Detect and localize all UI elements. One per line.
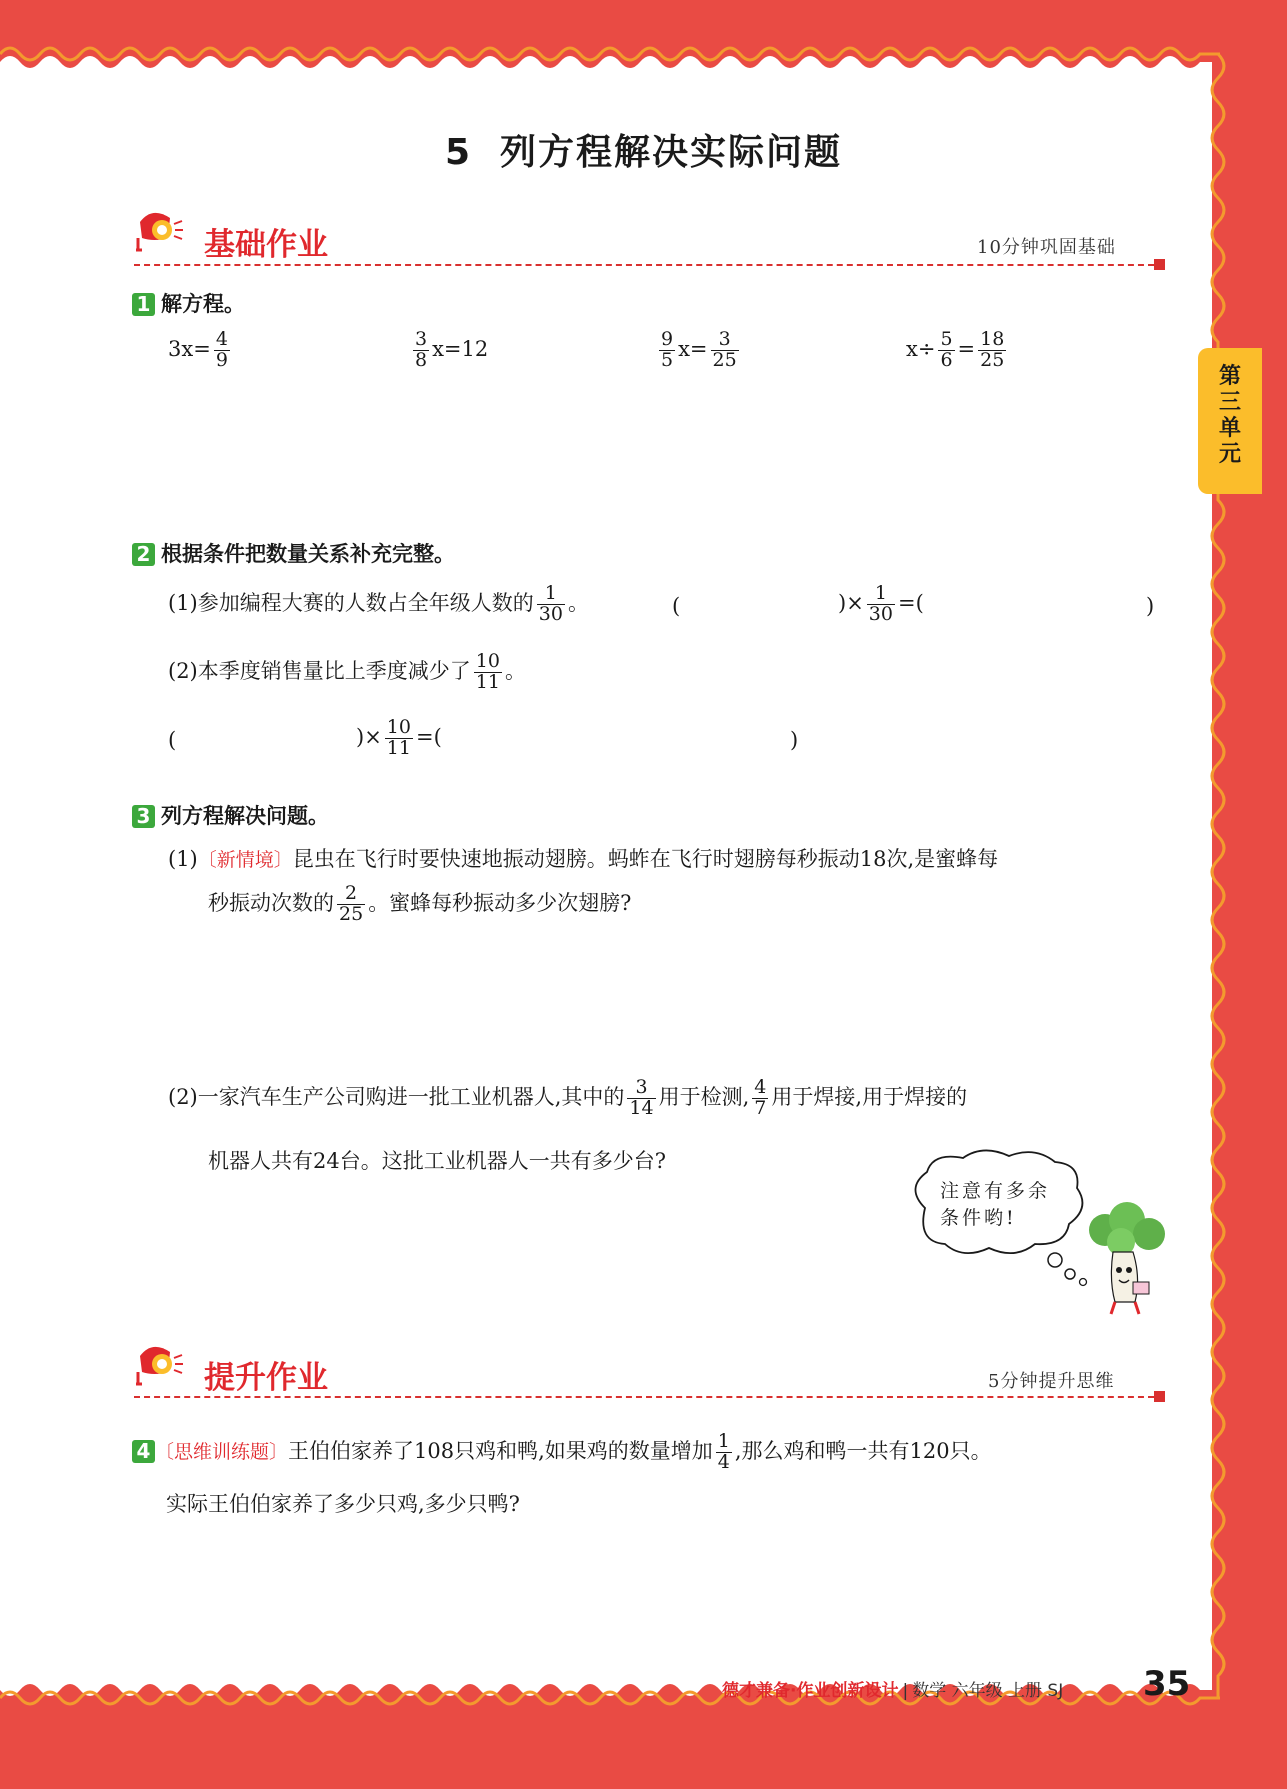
section-advanced-subtitle: 5分钟提升思维 [988, 1371, 1115, 1392]
section-advanced-title: 提升作业 [204, 1360, 328, 1396]
q1-equation-4 [906, 330, 1009, 371]
eq4-fraction-2 [978, 330, 1006, 371]
q3-part1-fraction [337, 884, 365, 925]
eq1-denominator: 9 [215, 348, 228, 371]
bubble-text-2: 条件哟! [940, 1207, 1017, 1229]
q3-part2-denominator-2: 7 [754, 1096, 767, 1119]
q2-part2-fraction [474, 652, 502, 693]
eq3-denominator-1: 5 [661, 348, 674, 371]
q1-equation-1 [168, 330, 233, 371]
footer [722, 1676, 1063, 1701]
footer-brand: 德才兼备·作业创新设计 [722, 1681, 899, 1701]
bubble-text-1: 注意有多余 [940, 1180, 1051, 1202]
q2-part1-rel-fraction [867, 584, 895, 625]
eq1-fraction [214, 330, 230, 371]
q2-part1-rel-numerator: 1 [874, 582, 887, 604]
bell-icon [132, 208, 184, 258]
q2-part2-eq: =( [415, 724, 442, 749]
q2-part2-statement: (2)本季度销售量比上季度减少了 [168, 658, 471, 683]
eq4-mid: = [957, 336, 976, 361]
divider-end-marker [1154, 259, 1165, 270]
q2-part1-denominator: 30 [538, 602, 563, 625]
q3-part1-numerator: 2 [345, 882, 358, 904]
q3-part2-denominator-1: 14 [629, 1096, 654, 1119]
q2-part1-fraction [537, 584, 565, 625]
thinking-training-tag: 〔思维训练题〕 [155, 1440, 289, 1463]
q2-part1-eq: =( [897, 590, 924, 615]
q3-heading [132, 800, 329, 830]
q2-part1-numerator: 1 [544, 582, 557, 604]
q3-part2-fraction-2 [752, 1078, 768, 1119]
eq2-denominator: 8 [415, 348, 428, 371]
unit-side-tab-label: 第 三 单 元 [1218, 364, 1241, 467]
q2-part1-rel-denominator: 30 [868, 602, 893, 625]
q2-part1-relation [838, 584, 924, 625]
page-title [0, 124, 1287, 175]
q3-part1-line2 [208, 884, 631, 925]
q2-part2-end: 。 [504, 658, 526, 683]
q3-part2-line2: 机器人共有24台。这批工业机器人一共有多少台? [208, 1149, 666, 1173]
bell-icon-advanced [132, 1342, 184, 1392]
section-basic-subtitle: 10分钟巩固基础 [977, 237, 1116, 258]
q4-denominator: 4 [717, 1450, 730, 1473]
q4-line1 [132, 1432, 992, 1473]
eq4-numerator-1: 5 [940, 328, 953, 350]
eq4-denominator-2: 25 [980, 348, 1005, 371]
q2-part2-rel-numerator: 10 [386, 716, 411, 738]
eq3-denominator-2: 25 [712, 348, 737, 371]
q3-part2-text-1a: (2)一家汽车生产公司购进一批工业机器人,其中的 [168, 1084, 625, 1109]
q2-part1-mult: )× [838, 590, 864, 615]
q4-text-1b: ,那么鸡和鸭一共有120只。 [734, 1438, 992, 1463]
eq3-numerator-1: 9 [661, 328, 674, 350]
title-number: 5 [444, 132, 473, 173]
q3-number-badge: 3 [132, 805, 155, 828]
eq1-lhs: 3x= [168, 336, 211, 361]
q3-part2-line1 [168, 1078, 967, 1119]
section-basic-title: 基础作业 [204, 227, 328, 263]
footer-separator: | [902, 1681, 909, 1701]
eq2-numerator: 3 [415, 328, 428, 350]
q2-part1-statement: (1)参加编程大赛的人数占全年级人数的 [168, 590, 534, 615]
q4-line2: 实际王伯伯家养了多少只鸡,多少只鸭? [166, 1492, 520, 1516]
q3-part1-text-2b: 。蜜蜂每秒振动多少次翅膀? [368, 890, 632, 915]
q3-part2-numerator-1: 3 [635, 1076, 648, 1098]
q2-part1-close-paren: ) [1146, 594, 1155, 618]
q2-heading [132, 538, 455, 568]
unit-side-tab [1198, 348, 1262, 494]
q3-part1-denominator: 25 [339, 902, 364, 925]
eq4-lhs: x÷ [906, 336, 936, 361]
q2-part1-end: 。 [567, 590, 589, 615]
eq1-numerator: 4 [215, 328, 228, 350]
q4-text-1a: 王伯伯家养了108只鸡和鸭,如果鸡的数量增加 [288, 1438, 713, 1463]
eq2-rhs: x=12 [432, 336, 489, 361]
eq3-fraction-1 [659, 330, 675, 371]
eq4-denominator-1: 6 [940, 348, 953, 371]
q1-number-badge: 1 [132, 293, 155, 316]
q1-equation-2 [410, 330, 488, 371]
eq2-fraction [413, 330, 429, 371]
q2-part2-rel-fraction [385, 718, 413, 759]
q2-part2-open-paren: ( [168, 728, 177, 752]
q2-part2-text [168, 652, 526, 693]
footer-info: 数学 六年级 上册 SJ [912, 1681, 1064, 1701]
q4-fraction [716, 1432, 732, 1473]
q2-part2-denominator: 11 [475, 670, 500, 693]
divider-end-marker-2 [1154, 1391, 1165, 1402]
q3-part2-fraction-1 [627, 1078, 655, 1119]
q2-part2-numerator: 10 [475, 650, 500, 672]
q2-number-badge: 2 [132, 543, 155, 566]
q1-equation-3 [656, 330, 742, 371]
q2-part2-rel-denominator: 11 [386, 736, 411, 759]
q3-part2-numerator-2: 4 [754, 1076, 767, 1098]
q3-part1-text-1: 昆虫在飞行时要快速地振动翅膀。蚂蚱在飞行时翅膀每秒振动18次,是蜜蜂每 [292, 847, 999, 871]
eq4-fraction-1 [938, 330, 954, 371]
q3-part1-text-2a: 秒振动次数的 [208, 890, 334, 915]
q3-part2-text-1c: 用于焊接,用于焊接的 [771, 1084, 968, 1109]
q3-part2-text-1b: 用于检测, [658, 1084, 750, 1109]
q3-part1-line1 [168, 843, 998, 873]
q4-numerator: 1 [717, 1430, 730, 1452]
q2-part1-open-paren: ( [672, 594, 681, 618]
q4-number-badge: 4 [132, 1440, 155, 1463]
eq3-numerator-2: 3 [718, 328, 731, 350]
q2-part2-mult: )× [356, 724, 382, 749]
page-number: 35 [1143, 1664, 1191, 1704]
q3-title: 列方程解决问题。 [161, 804, 329, 828]
eq3-fraction-2 [711, 330, 739, 371]
q1-heading [132, 288, 245, 318]
q2-part2-close-paren: ) [790, 728, 799, 752]
section-basic-divider [134, 264, 1154, 266]
q2-part2-relation [356, 718, 442, 759]
q3-part1-prefix: (1) [168, 847, 198, 871]
section-advanced-divider [134, 1396, 1154, 1398]
eq4-numerator-2: 18 [980, 328, 1005, 350]
broccoli-mascot-icon [1075, 1200, 1175, 1320]
q2-part1-text [168, 584, 589, 625]
q1-title: 解方程。 [161, 292, 245, 316]
new-context-tag: 〔新情境〕 [197, 849, 293, 871]
q2-title: 根据条件把数量关系补充完整。 [161, 542, 455, 566]
eq3-mid: x= [678, 336, 708, 361]
title-text: 列方程解决实际问题 [500, 132, 843, 173]
